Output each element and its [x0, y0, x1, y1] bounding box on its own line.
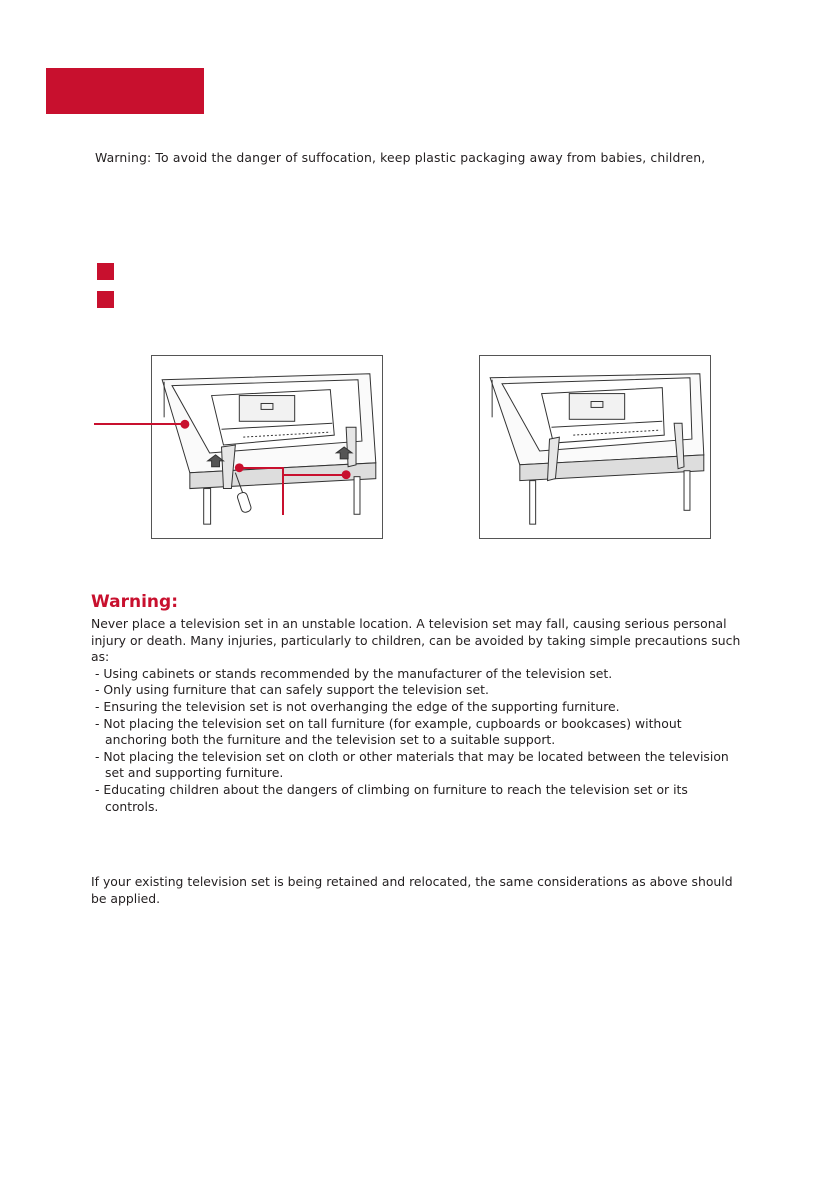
step-marker-2: [97, 291, 114, 308]
precaution-item: - Not placing the television set on cloth or other materials that may be located between the television set and supporting furniture.: [95, 748, 729, 781]
precautions-list: [91, 666, 741, 815]
warning-body: [91, 616, 741, 815]
section-header-block: [46, 68, 204, 114]
tv-stand-installed-illustration: [480, 356, 710, 538]
tv-stand-installation-illustration: [152, 356, 382, 538]
warning-intro: Never place a television set in an unstable location. A television set may fall, causing serious personal injury or death. Many injuries, particularly to children, can be avoided by taking simple precautions such as:: [91, 616, 741, 665]
precaution-item: - Using cabinets or stands recommended by the manufacturer of the television set.: [95, 665, 613, 681]
warning-heading: Warning:: [91, 592, 179, 612]
precaution-item: - Ensuring the television set is not overhanging the edge of the supporting furniture.: [95, 698, 620, 714]
suffocation-warning-text: Warning: To avoid the danger of suffocation, keep plastic packaging away from babies, children,: [95, 150, 706, 165]
figure-stand-installed: [479, 355, 711, 539]
figure-stand-installation: [151, 355, 383, 539]
precaution-item: - Educating children about the dangers of climbing on furniture to reach the television set or its controls.: [95, 781, 688, 814]
precaution-item: - Not placing the television set on tall furniture (for example, cupboards or bookcases) without anchoring both the furniture and the television set to a suitable support.: [95, 715, 682, 748]
relocation-note: If your existing television set is being retained and relocated, the same considerations as above should be applied.: [91, 874, 733, 906]
precaution-item: - Only using furniture that can safely support the television set.: [95, 682, 489, 698]
step-marker-1: [97, 263, 114, 280]
